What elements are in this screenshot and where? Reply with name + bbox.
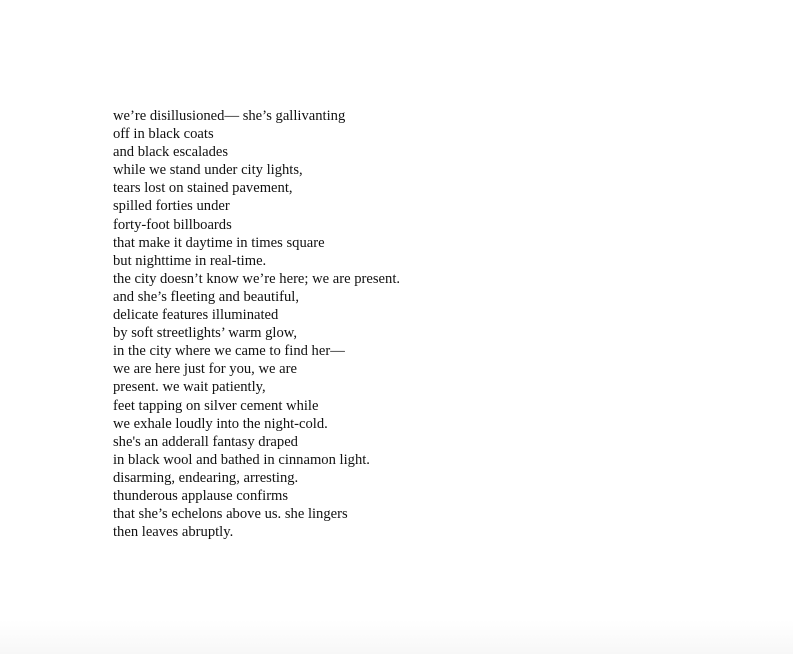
poem-line-20: in black wool and bathed in cinnamon light.: [113, 451, 370, 468]
poem-text: [113, 107, 400, 541]
poem-line-13: by soft streetlights’ warm glow,: [113, 325, 298, 342]
poem-line-14: in the city where we came to find her—: [113, 343, 345, 360]
poem-line-24: then leaves abruptly.: [113, 524, 234, 541]
poem-line-10: the city doesn’t know we’re here; we are present.: [113, 270, 401, 287]
poem-line-11: and she’s fleeting and beautiful,: [113, 288, 300, 305]
poem-line-23: that she’s echelons above us. she lingers: [113, 506, 348, 523]
poem-line-19: she's an adderall fantasy draped: [113, 433, 298, 450]
poem-line-7: forty-foot billboards: [113, 216, 232, 233]
poem-line-15: we are here just for you, we are: [113, 361, 297, 378]
poem-line-6: spilled forties under: [113, 198, 230, 215]
poem-line-9: but nighttime in real-time.: [113, 252, 267, 269]
poem-line-2: off in black coats: [113, 126, 214, 143]
poem-line-18: we exhale loudly into the night-cold.: [113, 415, 328, 432]
poem-line-22: thunderous applause confirms: [113, 487, 289, 504]
poem-line-3: and black escalades: [113, 144, 229, 161]
poem-line-12: delicate features illuminated: [113, 307, 279, 324]
poem-line-8: that make it daytime in times square: [113, 234, 325, 251]
poem-line-1: we’re disillusioned— she’s gallivanting: [113, 108, 346, 124]
poem-line-17: feet tapping on silver cement while: [113, 397, 319, 414]
poem-line-5: tears lost on stained pavement,: [113, 180, 293, 197]
poem-line-21: disarming, endearing, arresting.: [113, 469, 299, 486]
poem-line-4: while we stand under city lights,: [113, 162, 303, 179]
poem-line-16: present. we wait patiently,: [113, 379, 266, 396]
